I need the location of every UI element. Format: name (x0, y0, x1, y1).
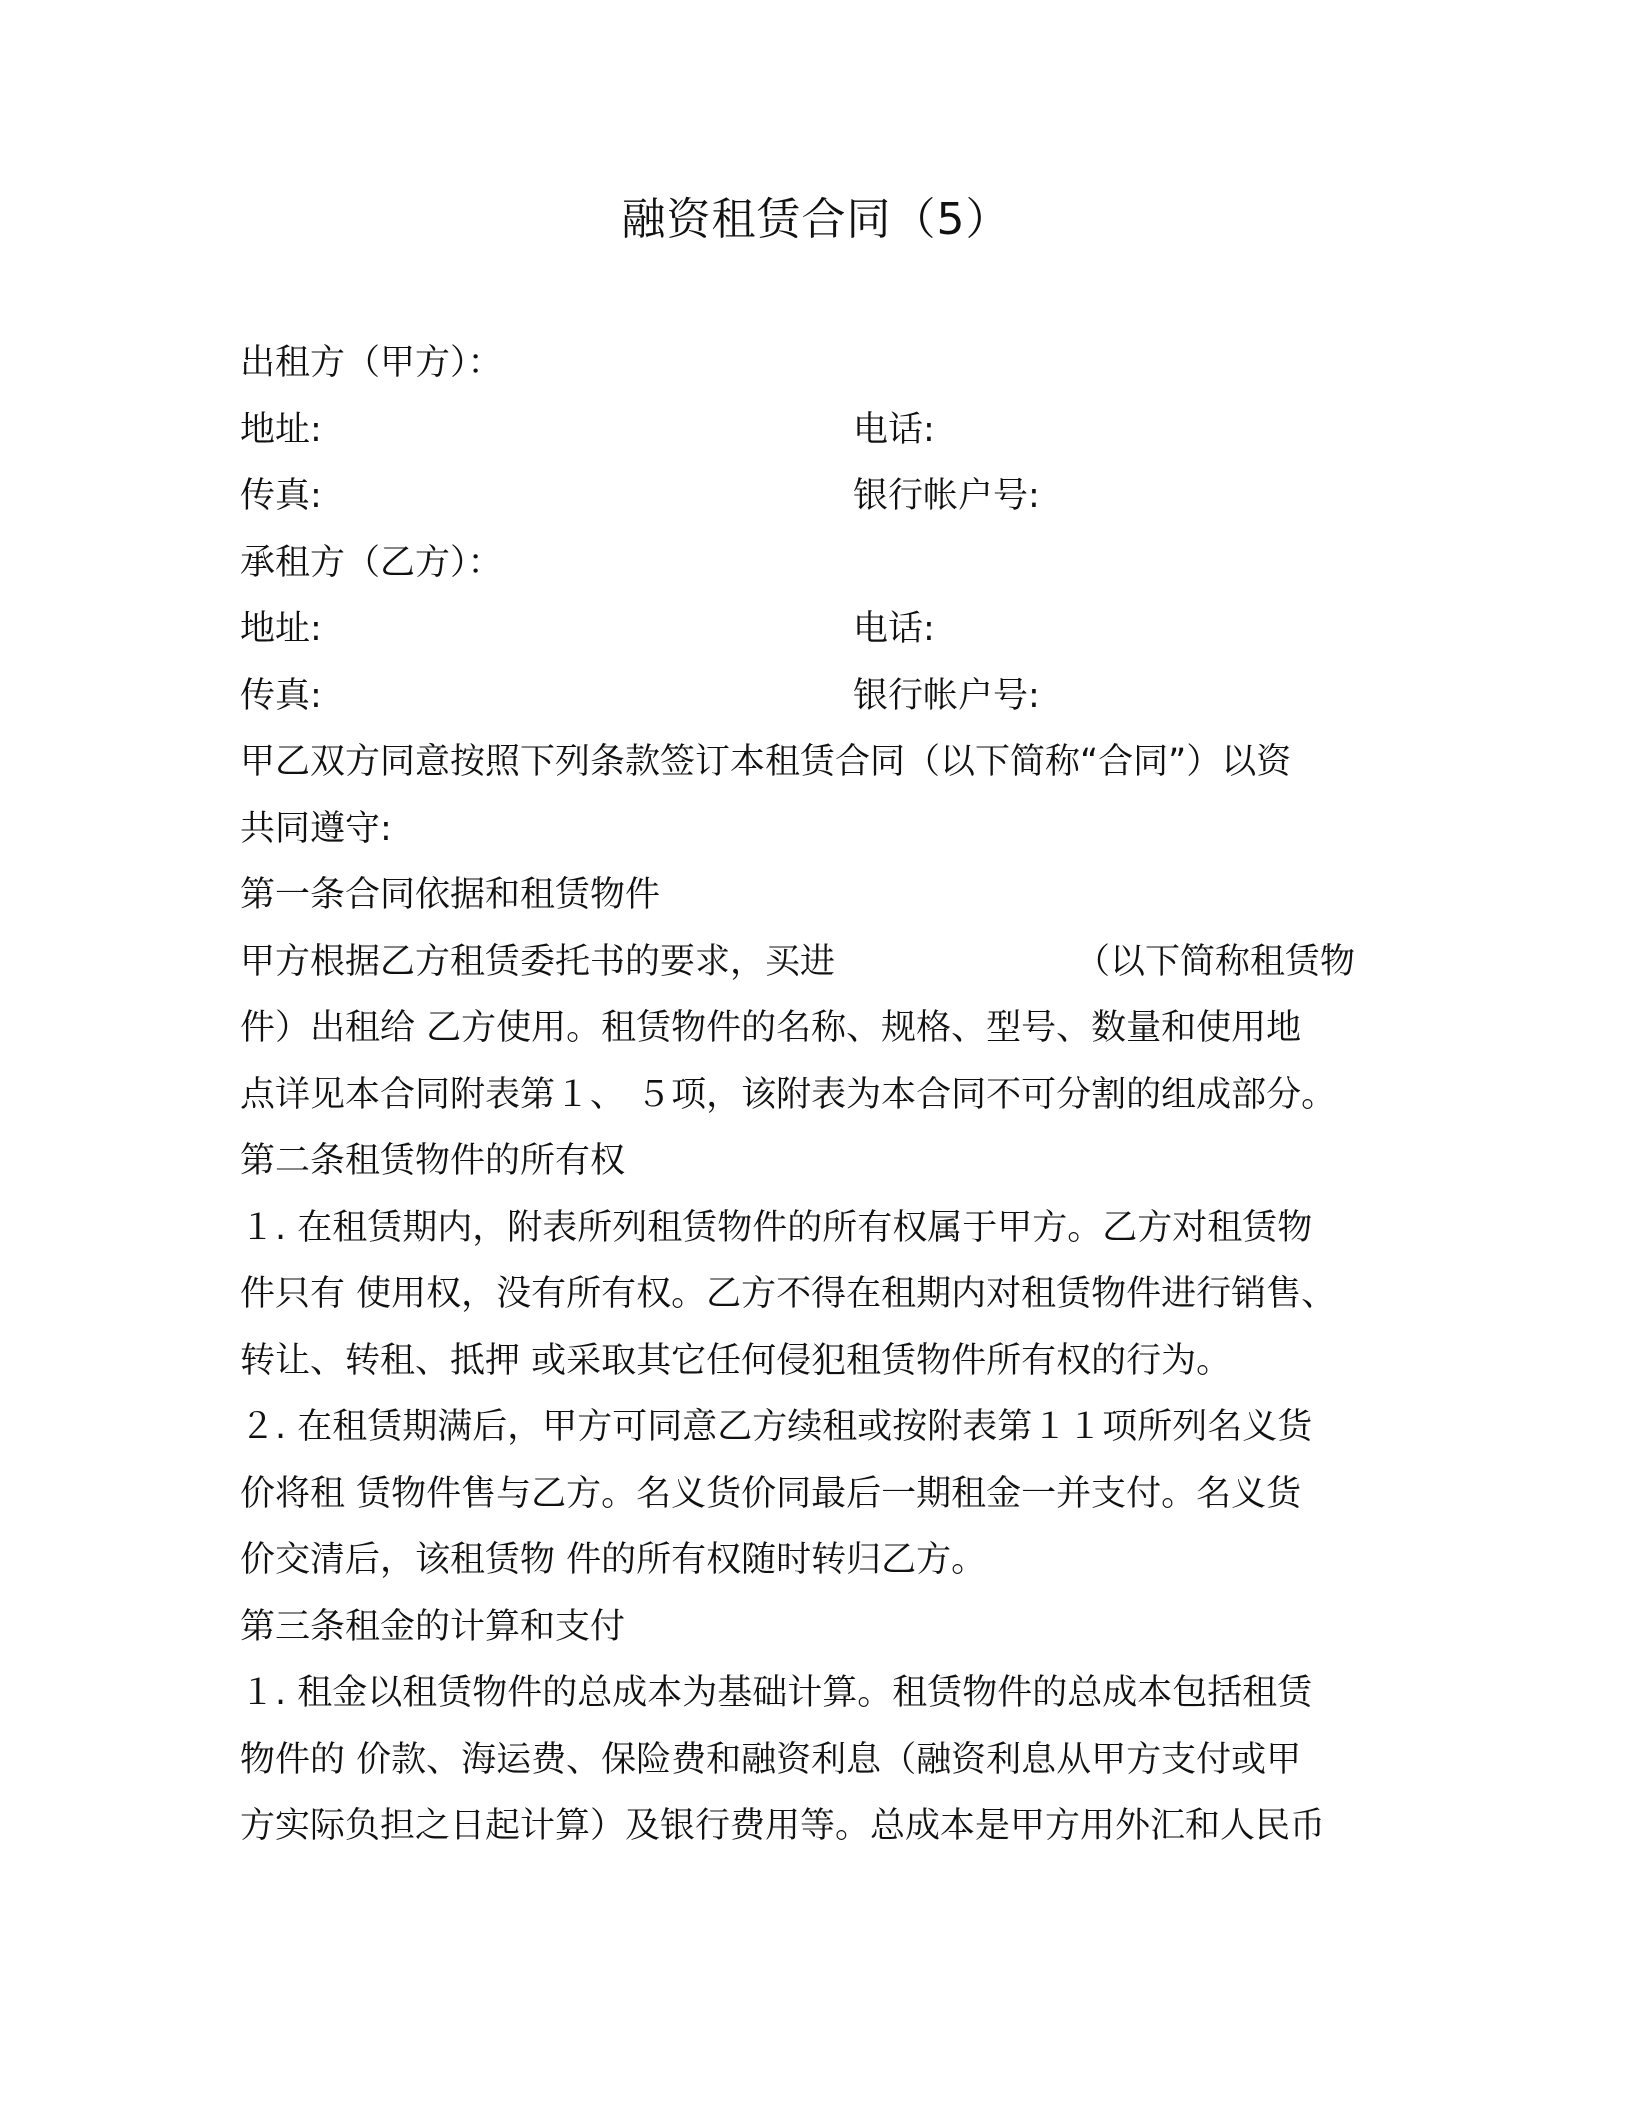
article-2-line: 价交清后，该租赁物 件的所有权随时转归乙方。 (240, 1540, 987, 1580)
article-3-line: １. 租金以租赁物件的总成本为基础计算。租赁物件的总成本包括租赁 (240, 1673, 1313, 1713)
article-3-line: 方实际负担之日起计算）及银行费用等。总成本是甲方用外汇和人民币 (240, 1806, 1326, 1846)
lessee-fax-row (240, 663, 1400, 730)
article-3-heading: 第三条租金的计算和支付 (240, 1606, 626, 1647)
lessor-address-row (240, 397, 1400, 464)
article-1-heading: 第一条合同依据和租赁物件 (240, 875, 661, 915)
article-3-line: 物件的 价款、海运费、保险费和融资利息（融资利息从甲方支付或甲 (240, 1739, 1302, 1780)
lessee-phone-label: 电话: (853, 609, 935, 649)
intro-line: 共同遵守: (240, 808, 392, 849)
lessor-address-label: 地址: (240, 409, 322, 450)
article-2-line: １. 在租赁期内，附表所列租赁物件的所有权属于甲方。乙方对租赁物 (240, 1207, 1313, 1248)
page-title: 融资租赁合同（5） (621, 194, 1011, 245)
article-2-heading: 第二条租赁物件的所有权 (240, 1141, 626, 1181)
article-1-line: 点详见本合同附表第１、 ５项，该附表为本合同不可分割的组成部分。 (240, 1074, 1337, 1115)
lessor-bank-label: 银行帐户号: (853, 476, 1040, 516)
intro-line: 甲乙双方同意按照下列条款签订本租赁合同（以下简称“合同”）以资 (240, 742, 1292, 782)
article-2-line: ２. 在租赁期满后，甲方可同意乙方续租或按附表第１１项所列名义货 (240, 1407, 1313, 1447)
article-1-line1-part-b: （以下简称租赁物 (1075, 941, 1356, 982)
lessee-fax-label: 传真: (240, 675, 322, 716)
lessee-bank-label: 银行帐户号: (853, 675, 1040, 716)
lessor-fax-label: 传真: (240, 476, 322, 516)
article-2-line: 件只有 使用权，没有所有权。乙方不得在租期内对租赁物件进行销售、 (240, 1274, 1337, 1314)
article-2-line: 转让、转租、抵押 或采取其它任何侵犯租赁物件所有权的行为。 (240, 1340, 1232, 1381)
article-1-line (240, 929, 1400, 996)
lessee-party-label: 承租方（乙方）： (240, 542, 503, 583)
lessor-party-label: 出租方（甲方）： (240, 343, 503, 383)
lessee-address-label: 地址: (240, 609, 322, 649)
lessor-phone-label: 电话: (853, 409, 935, 450)
contract-body (240, 330, 1400, 1860)
article-1-line1-part-a: 甲方根据乙方租赁委托书的要求，买进 (240, 941, 836, 982)
lessor-fax-row (240, 463, 1400, 530)
lessee-address-row (240, 596, 1400, 663)
article-2-line: 价将租 赁物件售与乙方。名义货价同最后一期租金一并支付。名义货 (240, 1473, 1302, 1514)
article-1-line: 件）出租给 乙方使用。租赁物件的名称、规格、型号、数量和使用地 (240, 1008, 1302, 1048)
